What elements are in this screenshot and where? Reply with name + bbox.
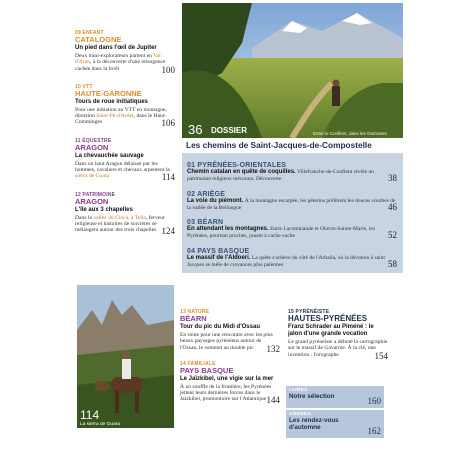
entry-title: Franz Schrader au Piméné : le jalon d'une grande vocation xyxy=(288,324,374,337)
toc-entry-10[interactable] xyxy=(75,83,175,129)
dossier-label: DOSSIER xyxy=(211,126,248,135)
entry-category: 09 ENFANT xyxy=(75,30,104,36)
box-page-number: 162 xyxy=(367,426,381,436)
sierra-photo xyxy=(77,285,174,428)
entry-description: Pour une initiation au VTT en montagne, direction Saint-Pé-d'Ardet, dans le Haut-Comminges 106 xyxy=(75,106,175,129)
photo-caption: La sierra de Guara xyxy=(80,422,120,427)
entry-region: HAUTE-GARONNE xyxy=(75,88,142,98)
box-title: Les rendez-vous d'automne xyxy=(289,417,339,431)
entry-category: 03 BÉARN xyxy=(187,219,224,226)
entry-category: 11 ÉQUESTRE xyxy=(75,137,112,144)
entry-description: À un souffle de la frontière, les Pyrénées jettent leurs dernières forces dans le Jaïzkibel, promontoire sur l'Atlantique 144 xyxy=(180,383,280,406)
entry-page-number: 38 xyxy=(388,173,397,184)
entry-page-number: 58 xyxy=(388,259,397,270)
photo-caption: Entre le Conflent, dans les Garrotxes xyxy=(313,131,387,136)
entry-page-number: 52 xyxy=(388,230,397,241)
entry-category: 10 VTT xyxy=(75,83,93,90)
right-column xyxy=(288,309,388,366)
middle-column xyxy=(180,309,280,411)
entry-title: Un pied dans l'œil de Jupiter xyxy=(75,45,157,51)
entry-page-number: 46 xyxy=(388,202,397,213)
entry-title: Tours de roue initiatiques xyxy=(75,98,148,105)
box-page-number: 160 xyxy=(367,396,381,406)
entry-title: L'île aux 3 chapelles xyxy=(75,206,133,213)
entry-category: 12 PATRIMOINE xyxy=(75,191,116,198)
entry-category: 15 PYRÉNÉISTE xyxy=(288,309,330,315)
entry-region: ARAGON xyxy=(75,196,109,206)
dossier-title[interactable]: Les chemins de Saint-Jacques-de-Compostelle xyxy=(186,140,372,150)
toc-entry-13[interactable] xyxy=(180,309,280,354)
dossier-photo xyxy=(182,3,403,138)
box-category: AGENDA xyxy=(289,412,311,417)
entry-title: Le Jaïzkibel, une vigie sur la mer xyxy=(180,375,274,382)
entry-category: 04 PAYS BASQUE xyxy=(187,248,250,255)
entry-description: Dans un haut Aragon délaissé par les hommes, cavaliers et chevaux arpentent la sierra de Guara 114 xyxy=(75,160,175,183)
dossier-page-number: 36 xyxy=(188,122,203,137)
entry-region: CATALOGNE xyxy=(75,35,122,44)
entry-region: PAYS BASQUE xyxy=(180,365,234,375)
entry-category: 01 PYRÉNÉES-ORIENTALES xyxy=(187,162,287,169)
dossier-entry-01[interactable] xyxy=(187,162,397,182)
left-column xyxy=(75,30,175,242)
agenda-box[interactable] xyxy=(286,410,384,438)
entry-category: 13 NATURE xyxy=(180,309,210,315)
box-category: LIVRES xyxy=(289,388,308,393)
entry-page-number: 144 xyxy=(266,395,280,406)
entry-description: Le grand pyrénéiste a débuté la cartographie sur le massif de Gavarnie. À la clé, une invention : l'orographe 154 xyxy=(288,339,388,361)
entry-title: La chevauchée sauvage xyxy=(75,152,144,159)
dossier-entry-02[interactable] xyxy=(187,191,397,211)
entry-description: La voie du piémont. À la montagne escarpée, les pèlerins préfèrent les douces courbes de la vallée de la Bellongue xyxy=(187,198,396,211)
dossier-entry-03[interactable] xyxy=(187,219,397,239)
toc-entry-09[interactable] xyxy=(75,30,175,75)
entry-region: BÉARN xyxy=(180,314,207,323)
photo-page-number: 114 xyxy=(80,408,100,422)
entry-description: Dans la vallée du Cinca, à Tella, ferveur religieuse et histoires de sorcières se mélangent autour des trois chapelles 124 xyxy=(75,214,175,237)
entry-description: Chemin catalan en quête de coquilles. Villefranche-de-Conflent révèle un patrimoine religieux méconnu. Découverte xyxy=(187,169,374,182)
dossier-entry-04[interactable] xyxy=(187,248,397,268)
entry-region: HAUTES-PYRÉNÉES xyxy=(288,314,368,323)
entry-page-number: 106 xyxy=(161,118,175,129)
toc-entry-12[interactable] xyxy=(75,191,175,237)
entry-description: Deux mini-explorateurs partent en Val d'Aran, à la découverte d'une résurgence cachée dans la forêt 100 xyxy=(75,53,175,75)
entry-category: 14 FAMILIALE xyxy=(180,360,216,367)
toc-entry-15[interactable] xyxy=(288,309,388,361)
toc-entry-11[interactable] xyxy=(75,137,175,183)
box-title: Notre sélection xyxy=(289,393,335,400)
entry-page-number: 154 xyxy=(374,350,388,361)
entry-category: 02 ARIÈGE xyxy=(187,191,226,198)
books-box[interactable] xyxy=(286,386,384,408)
entry-page-number: 124 xyxy=(161,226,175,237)
entry-description: En route pour une rencontre avec les plus beaux paysages pyrénéens autour de l'Ossau, le sommet au double pic 132 xyxy=(180,332,280,354)
entry-description: En attendant les montagnes. Entre Lacommande et Oloron-Sainte-Marie, les Pyrénées, pourtant proches, jouent à cache-cache xyxy=(187,226,375,239)
entry-page-number: 114 xyxy=(161,172,175,183)
entry-page-number: 100 xyxy=(161,64,175,75)
entry-region: ARAGON xyxy=(75,142,109,152)
toc-entry-14[interactable] xyxy=(180,360,280,406)
entry-description: Le massif de l'Aldoeri. La quête s'achève du côté de l'Arbaila, où la dévotion à saint Jacques se mêle de croyances plus païennes xyxy=(187,255,385,268)
entry-page-number: 132 xyxy=(266,343,280,354)
entry-title: Tour du pic du Midi d'Ossau xyxy=(180,324,260,330)
